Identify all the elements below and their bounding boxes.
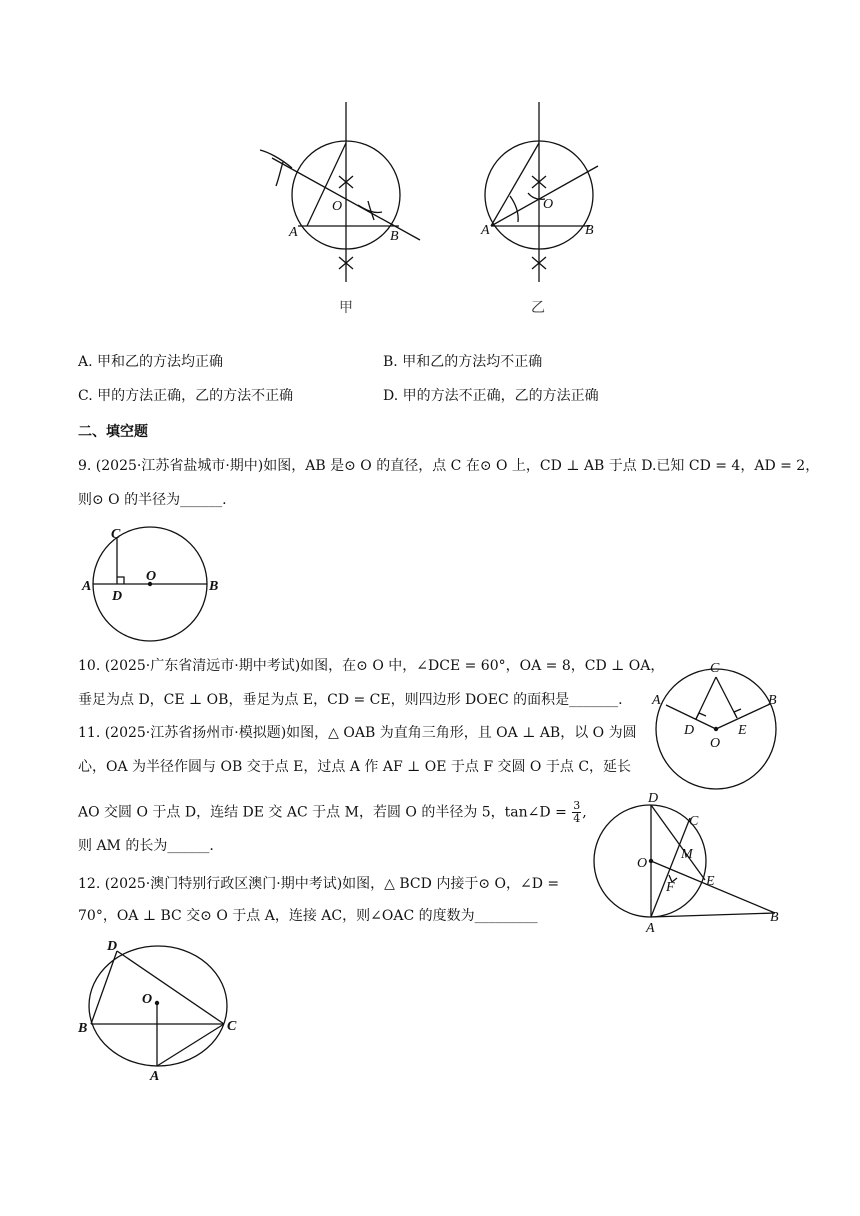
figure-yi bbox=[480, 102, 598, 316]
q11-label-a: A bbox=[646, 921, 655, 936]
section-title: 二、填空题 bbox=[78, 424, 148, 440]
q10-label-b: B bbox=[768, 693, 777, 708]
q11-label-d: D bbox=[648, 791, 659, 806]
yi-caption: 乙 bbox=[531, 300, 545, 316]
q10-label-c: C bbox=[710, 661, 720, 676]
option-b: B. 甲和乙的方法均不正确 bbox=[383, 354, 543, 370]
q10-label-o: O bbox=[710, 736, 721, 751]
q11-label-e: E bbox=[706, 874, 715, 889]
yi-label-b: B bbox=[585, 223, 594, 238]
q12-label-o: O bbox=[142, 992, 153, 1007]
q11-line2: 心，OA 为半径作圆与 OB 交于点 E，过点 A 作 AF ⊥ OE 于点 F 交圆 O 于点 C，延长 bbox=[78, 759, 632, 775]
construction-figure bbox=[0, 0, 860, 330]
q12-figure bbox=[0, 930, 860, 1084]
yi-label-o: O bbox=[543, 197, 554, 212]
q12-line2: 70°，OA ⊥ BC 交⊙ O 于点 A，连接 AC，则∠OAC 的度数为_________ bbox=[78, 908, 538, 924]
q12-label-c: C bbox=[227, 1019, 237, 1034]
q11-label-f: F bbox=[666, 880, 675, 895]
option-a: A. 甲和乙的方法均正确 bbox=[78, 354, 224, 370]
q11-label-c: C bbox=[689, 814, 699, 829]
jia-label-a: A bbox=[289, 225, 298, 240]
jia-label-o: O bbox=[332, 199, 343, 214]
q11-label-m: M bbox=[681, 847, 693, 862]
q9-label-o: O bbox=[146, 569, 157, 584]
q12-label-a: A bbox=[150, 1069, 160, 1084]
q11-fraction-num: 3 bbox=[573, 799, 581, 812]
q10-label-a: A bbox=[652, 693, 661, 708]
q12-label-d: D bbox=[107, 939, 118, 954]
q10-line1: 10. (2025·广东省清远市·期中考试)如图，在⊙ O 中，∠DCE = 60°，OA = 8，CD ⊥ OA， bbox=[78, 658, 665, 674]
q11-line3-text: AO 交圆 O 于点 D，连结 DE 交 AC 于点 M，若圆 O 的半径为 5，tan∠D = bbox=[78, 804, 572, 821]
q9-label-a: A bbox=[82, 579, 92, 594]
q11-line3-tail: , bbox=[582, 804, 587, 821]
q11-line4: 则 AM 的长为______. bbox=[78, 838, 214, 854]
q10-label-e: E bbox=[738, 723, 747, 738]
q11-label-b: B bbox=[770, 910, 779, 925]
q9-label-d: D bbox=[112, 589, 123, 604]
q10-label-d: D bbox=[684, 723, 695, 738]
q9-label-c: C bbox=[111, 527, 121, 542]
q12-label-b: B bbox=[78, 1021, 88, 1036]
q9-label-b: B bbox=[209, 579, 219, 594]
q12-line1: 12. (2025·澳门特别行政区澳门·期中考试)如图，△ BCD 内接于⊙ O，∠D = bbox=[78, 876, 560, 892]
q11-fraction-den: 4 bbox=[573, 812, 581, 825]
q9-figure bbox=[0, 520, 860, 660]
q9-line1: 9. (2025·江苏省盐城市·期中)如图，AB 是⊙ O 的直径，点 C 在⊙ O 上，CD ⊥ AB 于点 D.已知 CD = 4，AD = 2， bbox=[78, 458, 820, 474]
q11-line1: 11. (2025·江苏省扬州市·模拟题)如图，△ OAB 为直角三角形，且 OA ⊥ AB，以 O 为圆 bbox=[78, 725, 637, 741]
q9-line2: 则⊙ O 的半径为______. bbox=[78, 492, 227, 508]
option-c: C. 甲的方法正确，乙的方法不正确 bbox=[78, 388, 294, 404]
q10-line2: 垂足为点 D，CE ⊥ OB，垂足为点 E，CD = CE，则四边形 DOEC 的面积是_______. bbox=[78, 692, 623, 708]
yi-label-a: A bbox=[481, 223, 490, 238]
figure-jia bbox=[260, 102, 420, 316]
option-d: D. 甲的方法不正确，乙的方法正确 bbox=[383, 388, 599, 404]
jia-caption: 甲 bbox=[339, 300, 353, 316]
jia-label-b: B bbox=[390, 229, 399, 244]
q11-label-o: O bbox=[637, 856, 648, 871]
